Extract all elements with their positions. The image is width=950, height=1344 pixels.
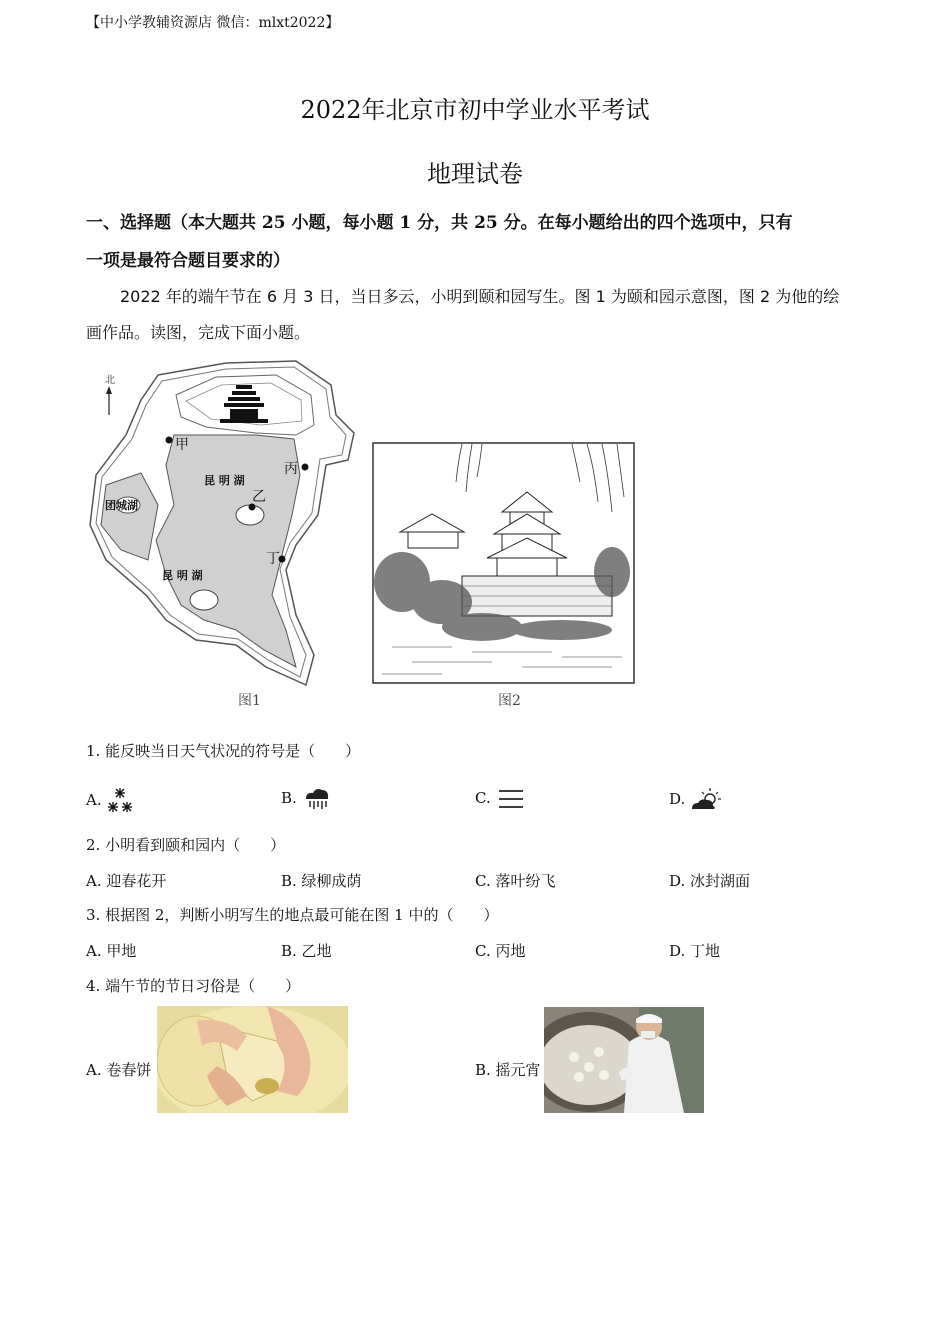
q3-option-d[interactable]: D. 丁地 [669, 942, 721, 960]
q2-option-a[interactable]: A. 迎春花开 [86, 872, 167, 890]
painting-sketch [372, 442, 635, 684]
figure2-caption: 图2 [498, 693, 521, 709]
spring-pancake-photo [157, 1006, 348, 1113]
q1-option-a[interactable]: A. [86, 787, 136, 815]
exam-subtitle: 地理试卷 [427, 160, 523, 188]
fog-icon [496, 787, 526, 811]
intro-line2: 画作品。读图，完成下面小题。 [86, 323, 311, 342]
q1-option-d[interactable]: D. [669, 787, 722, 813]
question-4: 4. 端午节的节日习俗是（ ） [86, 977, 301, 995]
figure1-caption: 图1 [238, 693, 261, 709]
q3-option-a[interactable]: A. 甲地 [86, 942, 137, 960]
q4-option-b[interactable]: B. 摇元宵 [475, 1061, 541, 1079]
summer-palace-map [86, 355, 361, 690]
partly-cloudy-icon [690, 787, 722, 813]
svg-text:丙: 丙 [284, 461, 298, 477]
yuanxiao-making-photo [544, 1007, 704, 1113]
q1-option-c[interactable]: C. [475, 787, 526, 811]
question-1: 1. 能反映当日天气状况的符号是（ ） [86, 742, 361, 760]
exam-title: 2022年北京市初中学业水平考试 [300, 96, 650, 124]
q2-option-c[interactable]: C. 落叶纷飞 [475, 872, 556, 890]
q3-option-c[interactable]: C. 丙地 [475, 942, 526, 960]
north-arrow [105, 374, 115, 415]
snow-icon [106, 787, 136, 815]
q1-option-b[interactable]: B. [281, 787, 332, 811]
svg-text:乙: 乙 [252, 489, 266, 505]
question-3: 3. 根据图 2，判断小明写生的地点最可能在图 1 中的（ ） [86, 906, 499, 924]
svg-text:昆 明 湖: 昆 明 湖 [162, 569, 203, 582]
q2-option-d[interactable]: D. 冰封湖面 [669, 872, 751, 890]
svg-text:丁: 丁 [266, 551, 280, 567]
q3-option-b[interactable]: B. 乙地 [281, 942, 332, 960]
section-heading-line2: 一项是最符合题目要求的） [86, 251, 290, 271]
svg-text:北: 北 [105, 375, 115, 386]
header-note: 【中小学教辅资源店 微信：mlxt2022】 [86, 15, 340, 31]
section-heading-line1: 一、选择题（本大题共 25 小题，每小题 1 分，共 25 分。在每小题给出的四个选项中，只有 [86, 213, 793, 233]
intro-line1: 2022 年的端午节在 6 月 3 日，当日多云，小明到颐和园写生。图 1 为颐和园示意图，图 2 为他的绘 [120, 287, 840, 306]
svg-text:团城湖: 团城湖 [105, 499, 138, 512]
svg-text:甲: 甲 [175, 437, 189, 453]
q4-option-a[interactable]: A. 卷春饼 [86, 1061, 152, 1079]
rain-cloud-icon [302, 787, 332, 811]
svg-text:昆 明 湖: 昆 明 湖 [204, 474, 245, 487]
q2-option-b[interactable]: B. 绿柳成荫 [281, 872, 362, 890]
question-2: 2. 小明看到颐和园内（ ） [86, 836, 286, 854]
